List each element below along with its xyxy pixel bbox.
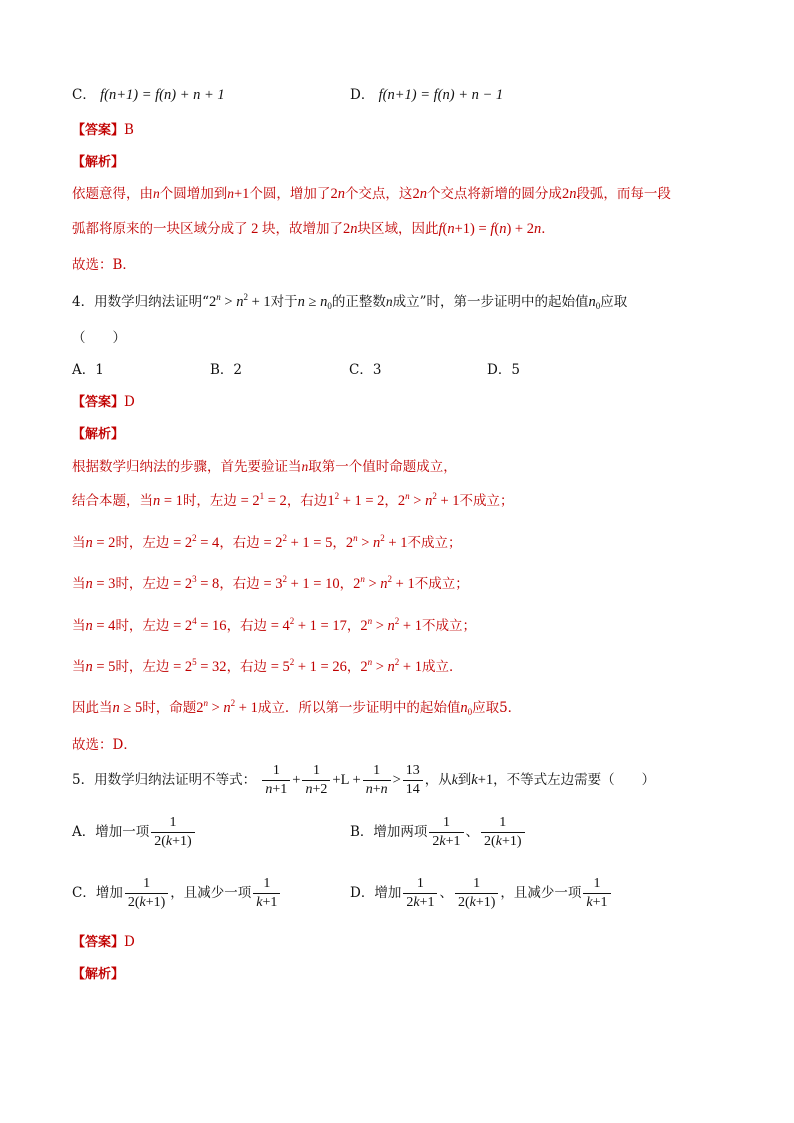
q3-analysis-line2: 弧都将原来的一块区域分成了 2 块，故增加了2n块区域，因此f(n+1) = f(n) + 2n．	[72, 221, 555, 237]
q3-option-c: C． f(n+1) = f(n) + n + 1	[72, 87, 225, 103]
q4-analysis-case-1: 结合本题，当n = 1时，左边 = $2^1 = 2$，右边$1^2 + 1 = 2$，$2^n > n^2 + 1$不成立；	[72, 491, 514, 509]
q5-frac-1: $\frac{1}{n+1}$	[262, 763, 290, 798]
q3-analysis-line1: 依题意得，由n个圆增加到n+1个圆，增加了2n个交点，这2n个交点将新增的圆分成2n段弧，而每一段	[72, 186, 671, 202]
q4-analysis-summary: 因此当n ≥ 5时，命题$2^n > n^2 + 1$成立．所以第一步证明中的起始值$n_0$应取5．	[72, 698, 522, 717]
q5-frac-3: $\frac{1}{n+n}$	[363, 763, 391, 798]
q4-analysis-case-3: 当n = 3时，左边 = $2^3 = 8$，右边 = $3^2 + 1 = 10$，$2^n > n^2 + 1$不成立；	[72, 574, 469, 592]
q4-option-d: D．5	[487, 362, 520, 378]
q5-analysis-tag: 【解析】	[72, 967, 125, 982]
q5-stem: 5．用数学归纳法证明不等式： $\frac{1}{n+1}$ + $\frac{1}{n+2}$ +L + $\frac{1}{n+n}$ > $\frac{13}{14}$ ，从k到k+1，不等式左边需要（ ）	[72, 763, 656, 797]
q5-option-b: B．增加两项 $\frac{1}{2k+1}$ 、 $\frac{1}{2(k+1)}$	[350, 815, 527, 850]
q5-option-a: A．增加一项 $\frac{1}{2(k+1)}$	[72, 815, 197, 850]
q3-option-d-formula: f(n+1) = f(n) + n − 1	[378, 87, 504, 103]
q4-option-c: C．3	[349, 362, 382, 378]
q4-conclusion: 故选：D．	[72, 737, 137, 753]
q3-answer: 【答案】B	[72, 122, 134, 138]
q3-option-c-formula: f(n+1) = f(n) + n + 1	[100, 87, 225, 103]
q3-option-d: D． f(n+1) = f(n) + n − 1	[350, 87, 504, 103]
q3-analysis-tag: 【解析】	[72, 155, 125, 170]
q4-analysis-line1: 根据数学归纳法的步骤，首先要验证当n取第一个值时命题成立，	[72, 459, 457, 475]
q5-answer: 【答案】D	[72, 934, 135, 950]
q4-answer: 【答案】D	[72, 394, 135, 410]
q5-frac-4: $\frac{13}{14}$	[403, 763, 423, 798]
q5-option-c: C．增加 $\frac{1}{2(k+1)}$ ，且减少一项 $\frac{1}{k+1}$	[72, 876, 282, 911]
q3-conclusion: 故选：B．	[72, 257, 136, 273]
q4-analysis-case-2: 当n = 2时，左边 = $2^2 = 4$，右边 = $2^2 + 1 = 5$，$2^n > n^2 + 1$不成立；	[72, 533, 462, 551]
q5-frac-2: $\frac{1}{n+2}$	[302, 763, 330, 798]
q4-analysis-case-5: 当n = 5时，左边 = $2^5 = 32$，右边 = $5^2 + 1 = 26$，$2^n > n^2 + 1$成立．	[72, 657, 463, 675]
q4-option-a: A．1	[72, 362, 104, 378]
q4-option-b: B．2	[210, 362, 243, 378]
q4-analysis-case-4: 当n = 4时，左边 = $2^4 = 16$，右边 = $4^2 + 1 = 17$，$2^n > n^2 + 1$不成立；	[72, 616, 476, 634]
q4-analysis-tag: 【解析】	[72, 427, 125, 442]
q4-stem: 4．用数学归纳法证明“$2^n > n^2 + 1$对于$n \ge n_0$的正整数n成立”时，第一步证明中的起始值$n_0$应取	[72, 292, 628, 311]
q4-answer-paren: （ ）	[72, 330, 126, 346]
q5-option-d: D．增加 $\frac{1}{2k+1}$ 、 $\frac{1}{2(k+1)}$ ，且减少一项 $\frac{1}{k+1}$	[350, 876, 613, 911]
